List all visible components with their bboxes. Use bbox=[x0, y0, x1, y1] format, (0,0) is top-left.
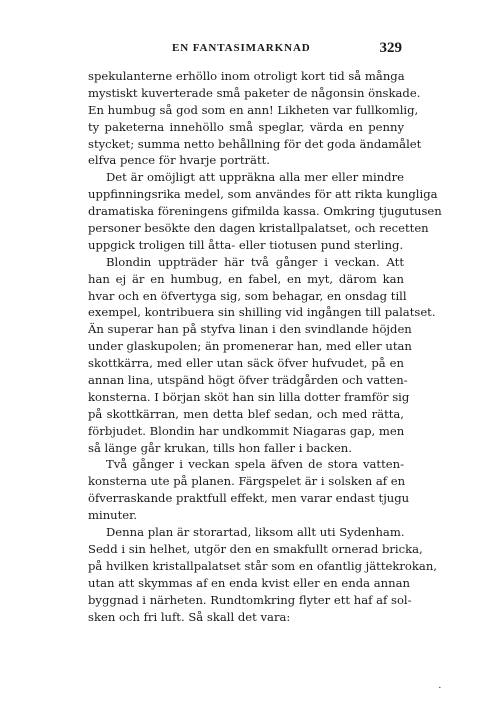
text-line: exempel, kontribuera sin shilling vid ingången till palatset. bbox=[88, 305, 436, 320]
text-line: på skottkärran, men detta blef sedan, och med rätta, bbox=[88, 406, 404, 421]
text-line: mystiskt kuverterade små paketer de någonsin önskade. bbox=[88, 85, 421, 100]
text-line: byggnad i närheten. Rundtomkring flyter ett haf af sol- bbox=[88, 592, 412, 607]
text-line: personer besökte den dagen kristallpalatset, och recetten bbox=[88, 221, 429, 236]
text-line: stycket; summa netto behållning för det goda ändamålet bbox=[88, 136, 422, 151]
text-line: så länge går krukan, tills hon faller i backen. bbox=[88, 440, 352, 455]
text-line: Två gånger i veckan spela äfven de stora vatten- bbox=[106, 457, 404, 472]
page-mark: · bbox=[438, 682, 442, 694]
page-number: 329 bbox=[379, 40, 402, 56]
running-title: EN FANTASIMARKNAD bbox=[172, 42, 311, 54]
text-line: ty paketerna innehöllo små speglar, värda en penny bbox=[88, 119, 404, 134]
body-text bbox=[88, 68, 442, 625]
text-line: spekulanterne erhöllo inom otroligt kort tid så många bbox=[88, 69, 405, 83]
text-line: förbjudet. Blondin har undkommit Niagaras gap, men bbox=[88, 423, 405, 438]
text-line: Blondin uppträder här två gånger i veckan. Att bbox=[106, 254, 404, 269]
text-line: konsterna ute på planen. Färgspelet är i solsken af en bbox=[88, 474, 406, 489]
text-line: dramatiska föreningens gifmilda kassa. Omkring tjugutusen bbox=[88, 204, 442, 219]
text-line: Det är omöjligt att uppräkna alla mer eller mindre bbox=[106, 170, 404, 185]
text-line: öfverraskande praktfull effekt, men varar endast tjugu bbox=[88, 491, 410, 506]
text-line: uppfinningsrika medel, som användes för att rikta kungliga bbox=[88, 187, 438, 202]
text-line: En humbug så god som en ann! Likheten var fullkomlig, bbox=[88, 102, 419, 117]
text-line: elfva pence för hvarje porträtt. bbox=[88, 153, 270, 168]
text-line: Än superar han på styfva linan i den svindlande höjden bbox=[88, 322, 412, 337]
text-line: uppgick troligen till åtta- eller tiotusen pund sterling. bbox=[88, 237, 404, 252]
text-line: Denna plan är storartad, liksom allt uti Sydenham. bbox=[106, 525, 405, 540]
text-line: Sedd i sin helhet, utgör den en smakfullt ornerad bricka, bbox=[88, 541, 423, 556]
text-line: minuter. bbox=[88, 508, 138, 523]
text-line: annan lina, utspänd högt öfver trädgården och vatten- bbox=[88, 373, 408, 388]
running-header bbox=[88, 42, 402, 58]
text-line: han ej är en humbug, en fabel, en myt, därom kan bbox=[88, 271, 404, 286]
text-line: på hvilken kristallpalatset står som en ofantlig jättekrokan, bbox=[88, 558, 437, 573]
text-line: skottkärra, med eller utan säck öfver hufvudet, på en bbox=[88, 356, 404, 371]
text-line: sken och fri luft. Så skall det vara: bbox=[88, 609, 291, 624]
text-line: konsterna. I början sköt han sin lilla dotter framför sig bbox=[88, 389, 410, 404]
text-line: hvar och en öfvertyga sig, som behagar, en onsdag till bbox=[88, 288, 407, 303]
text-line: under glaskupolen; än promenerar han, med eller utan bbox=[88, 339, 412, 354]
text-line: utan att skymmas af en enda kvist eller en enda annan bbox=[88, 575, 410, 590]
